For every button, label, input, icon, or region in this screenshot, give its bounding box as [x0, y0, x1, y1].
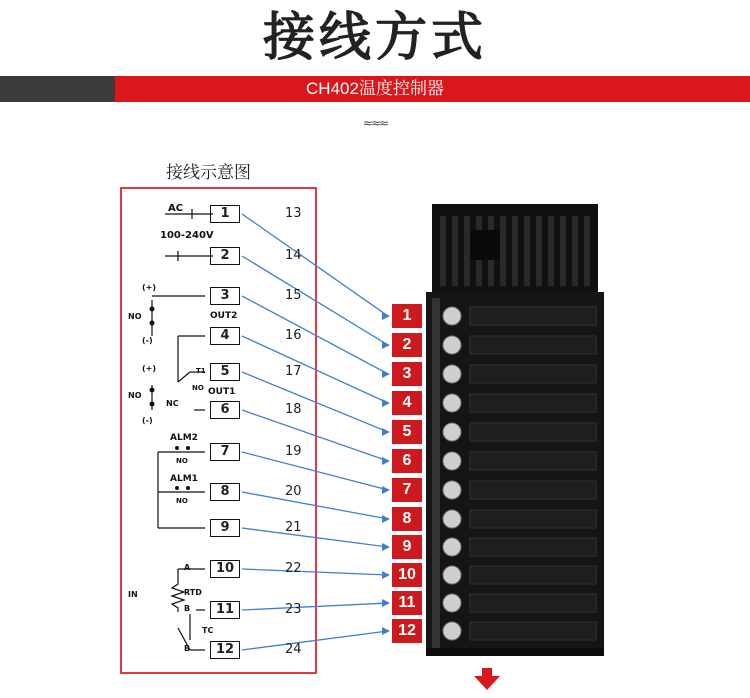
pin-number-17: 17	[285, 364, 302, 379]
label-b-plus: B	[184, 604, 191, 613]
pin-number-16: 16	[285, 328, 302, 343]
device-terminal-badge-7: 7	[392, 478, 422, 502]
device-terminal-badge-1: 1	[392, 304, 422, 328]
label-voltage: 100-240V	[160, 230, 214, 241]
label-minus1: (-)	[142, 336, 153, 345]
terminal-2: 2	[210, 247, 240, 265]
pin-number-18: 18	[285, 402, 302, 417]
terminal-11: 11	[210, 601, 240, 619]
label-minus2: (-)	[142, 416, 153, 425]
device-terminal-badge-10: 10	[392, 563, 422, 587]
connection-line-4	[242, 336, 388, 403]
label-b-minus: B	[184, 644, 191, 653]
connection-arrow-icon	[382, 543, 390, 551]
connection-line-11	[242, 603, 388, 610]
connection-arrow-icon	[382, 399, 390, 407]
device-terminal-badge-4: 4	[392, 391, 422, 415]
connection-line-7	[242, 452, 388, 490]
pin-number-15: 15	[285, 288, 302, 303]
device-terminal-badge-12: 12	[392, 619, 422, 643]
connection-line-10	[242, 569, 388, 575]
terminal-4: 4	[210, 327, 240, 345]
device-terminal-badge-8: 8	[392, 507, 422, 531]
device-terminal-badge-11: 11	[392, 591, 422, 615]
pin-number-23: 23	[285, 602, 302, 617]
label-a: A	[184, 563, 191, 572]
device-terminal-badge-6: 6	[392, 449, 422, 473]
label-ac: AC	[168, 203, 184, 214]
device-terminal-badge-5: 5	[392, 420, 422, 444]
connection-line-9	[242, 528, 388, 547]
terminal-8: 8	[210, 483, 240, 501]
connection-arrow-icon	[382, 312, 390, 320]
terminal-1: 1	[210, 205, 240, 223]
terminal-6: 6	[210, 401, 240, 419]
label-nc: NC	[166, 399, 179, 408]
label-t1: T1	[196, 367, 206, 375]
diagram-caption: 接线示意图	[166, 163, 251, 183]
label-out2: OUT2	[210, 311, 238, 321]
banner-text: CH402温度控制器	[306, 79, 444, 98]
pin-number-22: 22	[285, 561, 302, 576]
connection-arrow-icon	[382, 486, 390, 494]
device-terminal-badge-2: 2	[392, 333, 422, 357]
connection-arrow-icon	[382, 341, 390, 349]
terminal-7: 7	[210, 443, 240, 461]
connection-arrow-icon	[382, 571, 390, 579]
pin-number-19: 19	[285, 444, 302, 459]
connection-arrow-icon	[382, 457, 390, 465]
pin-number-21: 21	[285, 520, 302, 535]
connection-arrow-icon	[382, 370, 390, 378]
connection-arrow-icon	[382, 515, 390, 523]
label-out1: OUT1	[208, 387, 236, 397]
label-plus2: (+)	[142, 364, 157, 373]
label-no1: NO	[128, 312, 142, 321]
label-no2: NO	[128, 391, 142, 400]
terminal-12: 12	[210, 641, 240, 659]
label-alm2: ALM2	[170, 433, 198, 443]
terminal-5: 5	[210, 363, 240, 381]
pin-number-20: 20	[285, 484, 302, 499]
pin-number-24: 24	[285, 642, 302, 657]
terminal-9: 9	[210, 519, 240, 537]
label-in: IN	[128, 590, 138, 599]
label-tc: TC	[202, 626, 214, 635]
device-terminal-badge-3: 3	[392, 362, 422, 386]
label-plus1: (+)	[142, 283, 157, 292]
pin-number-14: 14	[285, 248, 302, 263]
connection-line-5	[242, 372, 388, 432]
connection-arrow-icon	[382, 428, 390, 436]
wave-decoration-icon: ≈≈≈	[362, 116, 388, 130]
terminal-10: 10	[210, 560, 240, 578]
label-alm2-no: NO	[176, 457, 188, 465]
pin-number-13: 13	[285, 206, 302, 221]
label-rtd: RTD	[184, 588, 202, 597]
page-title: 接线方式	[262, 8, 487, 68]
label-alm1: ALM1	[170, 474, 198, 484]
connection-line-12	[242, 631, 388, 650]
connection-arrow-icon	[382, 599, 390, 607]
terminal-3: 3	[210, 287, 240, 305]
down-arrow-icon	[474, 668, 500, 690]
connection-line-3	[242, 296, 388, 374]
label-alm1-no: NO	[176, 497, 188, 505]
device-terminal-badge-9: 9	[392, 535, 422, 559]
connection-line-8	[242, 492, 388, 519]
label-no-small: NO	[192, 384, 204, 392]
connection-arrow-icon	[382, 627, 390, 635]
connection-line-6	[242, 410, 388, 461]
